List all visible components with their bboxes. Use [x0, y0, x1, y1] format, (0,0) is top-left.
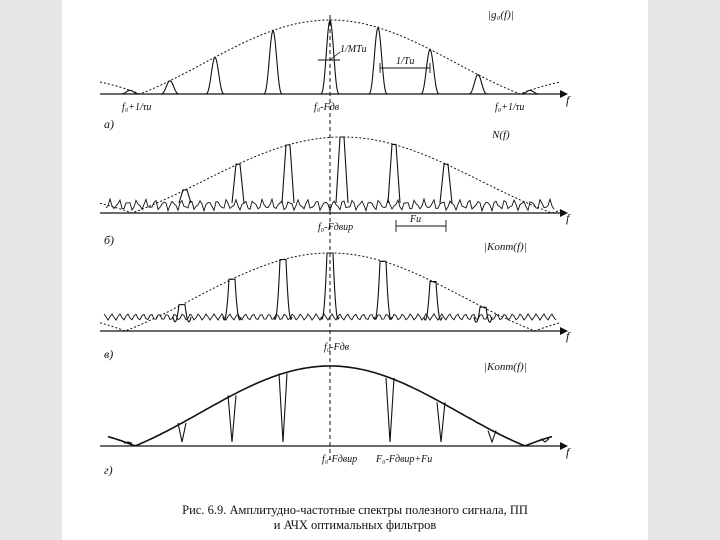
panel-c-lobe: [374, 261, 392, 319]
panel-d-notch: [279, 373, 287, 442]
panel-a-axis-label: f: [566, 93, 570, 107]
panel-a-lobe: [369, 28, 387, 95]
panel-a-annotation-period: 1/Tи: [396, 56, 415, 67]
panel-c-title: |Kопт(f)|: [484, 241, 527, 253]
panel-a-label: а): [104, 117, 114, 131]
panel-a-lobe-width-leader: [330, 52, 340, 60]
panel-a-lobe: [161, 81, 179, 94]
panel-b-lobe: [440, 164, 452, 203]
panel-d-envelope: [108, 366, 552, 446]
panel-b-lobe: [282, 145, 294, 203]
figure-caption-line-2: и АЧХ оптимальных фильтров: [273, 518, 437, 532]
panel-b-freq-label: f₀-Fдвир: [318, 222, 354, 233]
panel-c-lobe: [173, 305, 191, 322]
panel-d-freq-label-right: F₀-Fдвир+Fи: [376, 454, 433, 465]
panel-b-title: N(f): [492, 129, 510, 141]
panel-d-freq-label-center: f₀-Fдвир: [322, 454, 358, 465]
panel-d-notch: [386, 378, 394, 442]
panel-c-lobe: [223, 279, 241, 320]
panel-c-axis-label: f: [566, 329, 570, 343]
panel-a-lobe: [469, 75, 487, 94]
panel-a-freq-label-left: f₀+1/τи: [122, 102, 152, 113]
panel-b-lobe: [232, 164, 244, 203]
panel-c-label: в): [104, 347, 114, 361]
panel-a-annotation-lobe-width: 1/MTи: [340, 44, 367, 55]
panel-a-lobe: [264, 31, 282, 95]
panel-d: [100, 361, 571, 477]
panel-a-title: |g₀(f)|: [488, 9, 514, 21]
panel-d-notch: [437, 402, 445, 442]
panel-a-freq-label-right: f₀+1/τи: [495, 102, 525, 113]
panel-c-lobe: [424, 282, 442, 321]
figure-caption-line-1: Рис. 6.9. Амплитудно-частотные спектры полезного сигнала, ПП: [182, 503, 528, 517]
panel-a-lobe: [206, 57, 224, 94]
panel-b-lobe: [179, 190, 191, 203]
panel-a-freq-label-center: f₀-Fдв: [314, 102, 340, 113]
panel-d-axis-label: f: [566, 445, 570, 459]
panel-c-lobe: [274, 260, 292, 320]
panel-c-freq-label: f₀-Fдв: [324, 342, 350, 353]
panel-d-notch: [228, 395, 236, 442]
panel-b: [100, 129, 571, 247]
panel-b-axis-label: f: [566, 211, 570, 225]
panel-d-title: |Kопт(f)|: [484, 361, 527, 373]
panel-b-lobe: [336, 137, 348, 203]
panel-b-label: б): [104, 233, 115, 247]
panel-d-notch: [178, 423, 186, 442]
panel-b-annotation-spacing: Fи: [410, 214, 422, 225]
panel-b-lobe: [388, 144, 400, 203]
panel-d-label: г): [104, 463, 113, 477]
